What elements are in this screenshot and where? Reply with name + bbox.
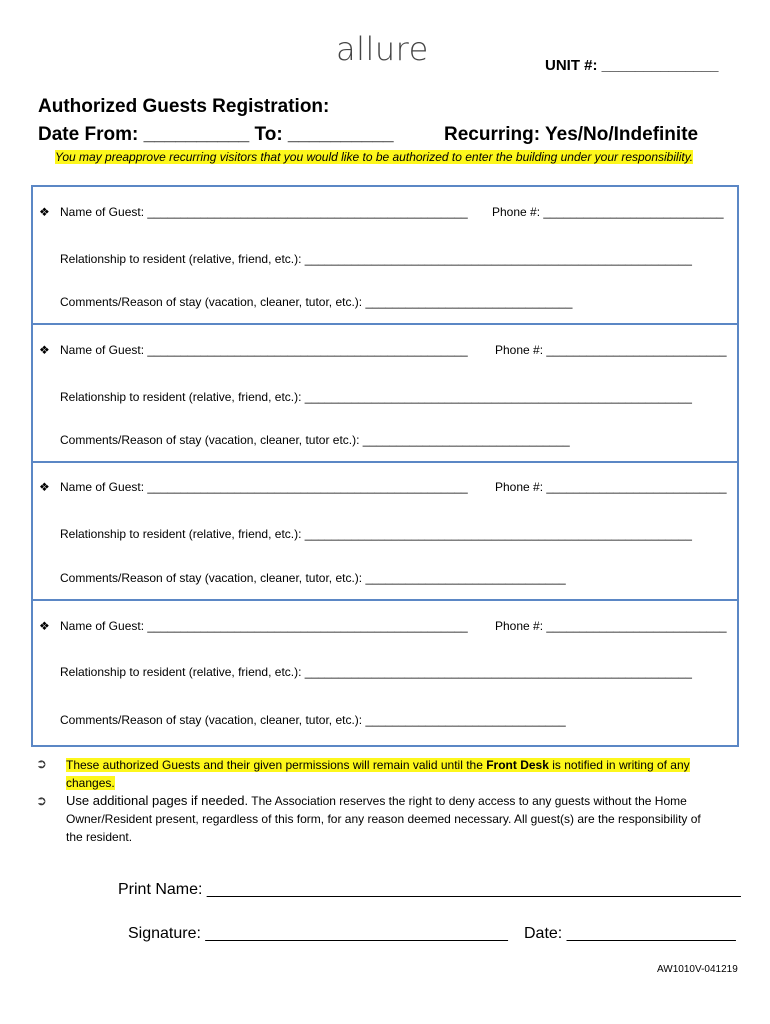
guest-phone-field[interactable]: Phone #: ___________________________ xyxy=(495,480,727,494)
guest-comments-field[interactable]: Comments/Reason of stay (vacation, cleaner, tutor, etc.): ______________________________ xyxy=(60,571,566,585)
guest-phone-field[interactable]: Phone #: ___________________________ xyxy=(495,343,727,357)
form-title: Authorized Guests Registration: xyxy=(38,96,330,117)
date-range-field[interactable]: Date From: __________ To: __________ xyxy=(38,124,394,145)
guest-relationship-field[interactable]: Relationship to resident (relative, friend, etc.): __________________________________________________________ xyxy=(60,390,692,404)
preapprove-note xyxy=(55,148,695,166)
front-desk-label: Front Desk xyxy=(486,758,549,772)
guest-comments-field[interactable]: Comments/Reason of stay (vacation, cleaner, tutor etc.): _______________________________ xyxy=(60,433,570,447)
guest-phone-field[interactable]: Phone #: ___________________________ xyxy=(492,205,724,219)
guest-relationship-field[interactable]: Relationship to resident (relative, friend, etc.): __________________________________________________________ xyxy=(60,527,692,541)
arrow-bullet-icon: ➲ xyxy=(36,793,47,808)
unit-number-field[interactable]: UNIT #: ______________ xyxy=(545,57,719,74)
arrow-bullet-icon: ➲ xyxy=(36,756,47,771)
association-rights-text: The Association reserves the right to deny access to any guests without the Home Owner/Resident present, regardless of this form, for any reason deemed necessary. All guest(s) are the responsibility of the resident. xyxy=(66,794,701,844)
guest-name-field[interactable]: Name of Guest: ________________________________________________ xyxy=(60,343,468,357)
guest-entry-2 xyxy=(31,323,739,463)
validity-note-text-b: is notified in writing of any changes. xyxy=(66,758,690,790)
validity-note-text-a: These authorized Guests and their given permissions will remain valid until the xyxy=(66,758,487,772)
guest-entry-4 xyxy=(31,599,739,747)
guest-comments-field[interactable]: Comments/Reason of stay (vacation, cleaner, tutor, etc.): ______________________________ xyxy=(60,713,566,727)
allure-logo: allure xyxy=(336,30,429,68)
guest-relationship-field[interactable]: Relationship to resident (relative, friend, etc.): __________________________________________________________ xyxy=(60,252,692,266)
print-name-field[interactable]: Print Name: ____________________________________________________________ xyxy=(118,881,741,898)
guest-entry-1 xyxy=(31,185,739,325)
diamond-bullet-icon: ❖ xyxy=(39,343,50,357)
diamond-bullet-icon: ❖ xyxy=(39,480,50,494)
association-note xyxy=(66,792,706,846)
guest-relationship-field[interactable]: Relationship to resident (relative, friend, etc.): __________________________________________________________ xyxy=(60,665,692,679)
guest-phone-field[interactable]: Phone #: ___________________________ xyxy=(495,619,727,633)
additional-pages-text: Use additional pages if needed. xyxy=(66,793,249,808)
diamond-bullet-icon: ❖ xyxy=(39,619,50,633)
guest-name-field[interactable]: Name of Guest: ________________________________________________ xyxy=(60,480,468,494)
diamond-bullet-icon: ❖ xyxy=(39,205,50,219)
guest-name-field[interactable]: Name of Guest: ________________________________________________ xyxy=(60,619,468,633)
form-code: AW1010V-041219 xyxy=(657,964,738,975)
date-field[interactable]: Date: ___________________ xyxy=(524,925,736,942)
validity-note xyxy=(66,756,716,792)
recurring-field[interactable]: Recurring: Yes/No/Indefinite xyxy=(444,124,699,145)
preapprove-note-text: You may preapprove recurring visitors that you would like to be authorized to enter the building under your responsibility. xyxy=(55,150,694,164)
guest-entry-3 xyxy=(31,461,739,601)
guest-comments-field[interactable]: Comments/Reason of stay (vacation, cleaner, tutor, etc.): _______________________________ xyxy=(60,295,573,309)
guest-name-field[interactable]: Name of Guest: ________________________________________________ xyxy=(60,205,468,219)
signature-field[interactable]: Signature: __________________________________ xyxy=(128,925,508,942)
